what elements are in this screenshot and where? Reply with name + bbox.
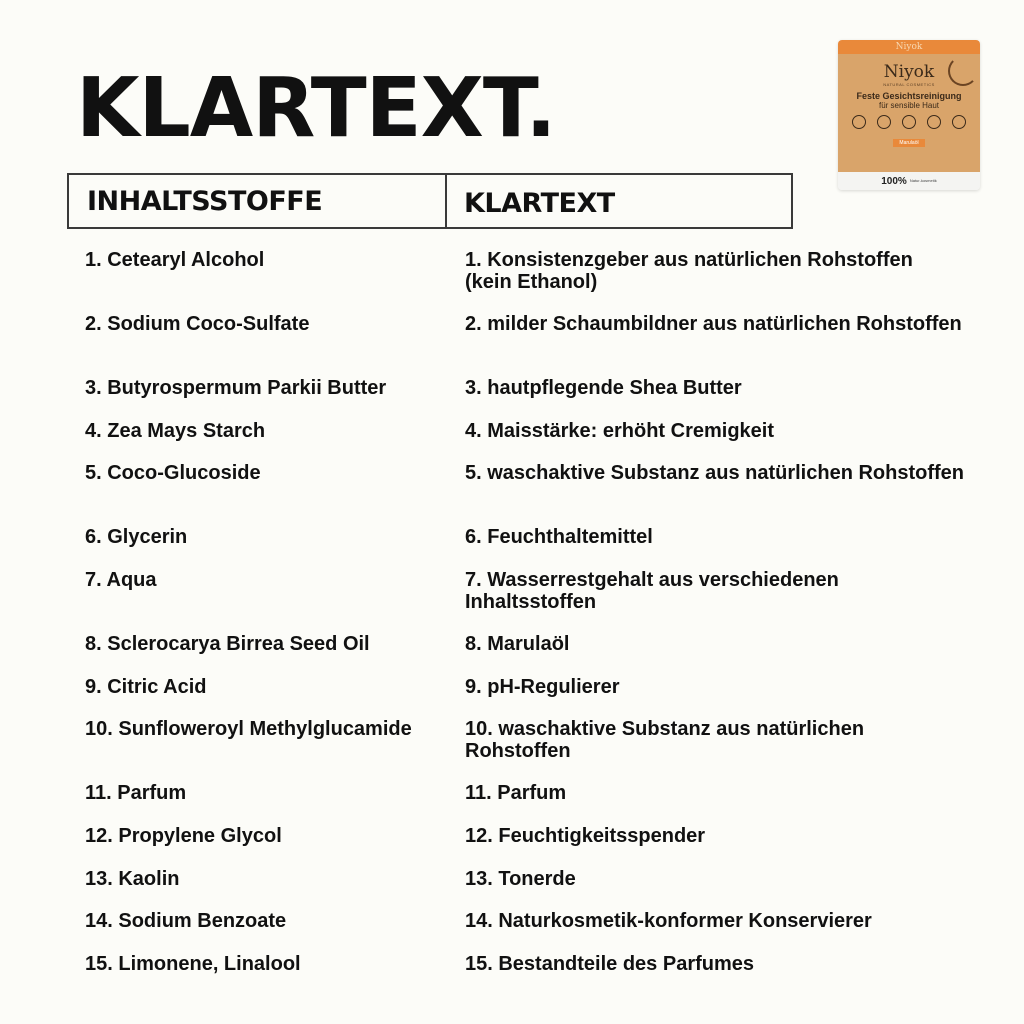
table-row [85, 718, 965, 762]
ingredient-explanation: 11. Parfum [465, 782, 567, 804]
ingredient-explanation: 14. Naturkosmetik-konformer Konservierer [465, 910, 872, 932]
table-row [85, 420, 965, 442]
care-icon [952, 115, 966, 129]
header-ingredients: INHALTSSTOFFE [69, 175, 447, 227]
table-row [85, 676, 965, 698]
ingredient-explanation: 12. Feuchtigkeitsspender [465, 825, 706, 847]
header-klartext: KLARTEXT [464, 187, 615, 219]
vegan-icon [877, 115, 891, 129]
ingredient-name: 1. Cetearyl Alcohol [85, 249, 265, 271]
ingredient-explanation: 5. waschaktive Substanz aus natürlichen Rohstoffen [465, 462, 965, 484]
certification-strip [838, 172, 980, 190]
table-row [85, 377, 965, 399]
ingredient-explanation: 9. pH-Regulierer [465, 676, 620, 698]
product-image [838, 40, 980, 190]
ingredient-explanation: 10. waschaktive Substanz aus natürlichen Rohstoffen [465, 718, 865, 762]
table-row [85, 782, 965, 804]
ingredient-name: 13. Kaolin [85, 868, 180, 890]
product-name: Feste Gesichtsreinigung [856, 91, 962, 101]
ingredient-name: 15. Limonene, Linalool [85, 953, 301, 975]
table-row [85, 313, 965, 335]
ingredient-explanation: 4. Maisstärke: erhöht Cremigkeit [465, 420, 774, 442]
dermatologically-tested-icon [852, 115, 866, 129]
ingredient-explanation: 2. milder Schaumbildner aus natürlichen Rohstoffen [465, 313, 962, 335]
mushroom-logo-icon [948, 56, 978, 86]
ingredient-name: 6. Glycerin [85, 526, 188, 548]
table-row [85, 462, 965, 484]
ingredient-name: 4. Zea Mays Starch [85, 420, 266, 442]
ingredient-explanation: 1. Konsistenzgeber aus natürlichen Rohstoffen (kein Ethanol) [465, 249, 913, 293]
table-row [85, 825, 965, 847]
brand-tagline: NATURAL COSMETICS [883, 82, 935, 87]
ingredient-explanation: 8. Marulaöl [465, 633, 570, 655]
ingredient-name: 12. Propylene Glycol [85, 825, 282, 847]
table-row [85, 633, 965, 655]
certification-percent: 100% [881, 175, 907, 187]
ingredient-explanation: 6. Feuchthaltemittel [465, 526, 653, 548]
page-title: KLARTEXT. [76, 61, 556, 156]
table-row [85, 910, 965, 932]
ingredient-name: 9. Citric Acid [85, 676, 207, 698]
package-body [838, 54, 980, 172]
ingredient-name: 8. Sclerocarya Birrea Seed Oil [85, 633, 370, 655]
ingredient-explanation: 7. Wasserrestgehalt aus verschiedenen Inhaltsstoffen [465, 569, 839, 613]
plastic-free-icon [902, 115, 916, 129]
ingredient-name: 5. Coco-Glucoside [85, 462, 261, 484]
brand-logo: Niyok [883, 62, 935, 82]
table-row [85, 526, 965, 548]
table-row [85, 569, 965, 613]
certification-label: Natur-kosmetik [909, 178, 937, 183]
table-row [85, 868, 965, 890]
ingredient-name: 7. Aqua [85, 569, 157, 591]
variant-badge: Marulaöl [893, 139, 924, 147]
ingredient-name: 14. Sodium Benzoate [85, 910, 287, 932]
table-row [85, 249, 965, 293]
table-row [85, 953, 965, 975]
table-header [67, 173, 793, 229]
cleansing-icon [927, 115, 941, 129]
ingredient-explanation: 13. Tonerde [465, 868, 576, 890]
feature-icons [838, 110, 980, 129]
package-top-band: Niyok [838, 40, 980, 54]
ingredient-name: 11. Parfum [85, 782, 187, 804]
ingredient-name: 2. Sodium Coco-Sulfate [85, 313, 310, 335]
ingredient-explanation: 15. Bestandteile des Parfumes [465, 953, 755, 975]
ingredient-name: 3. Butyrospermum Parkii Butter [85, 377, 387, 399]
ingredient-explanation: 3. hautpflegende Shea Butter [465, 377, 742, 399]
ingredient-name: 10. Sunfloweroyl Methylglucamide [85, 718, 412, 740]
product-subtitle: für sensible Haut [878, 101, 940, 110]
